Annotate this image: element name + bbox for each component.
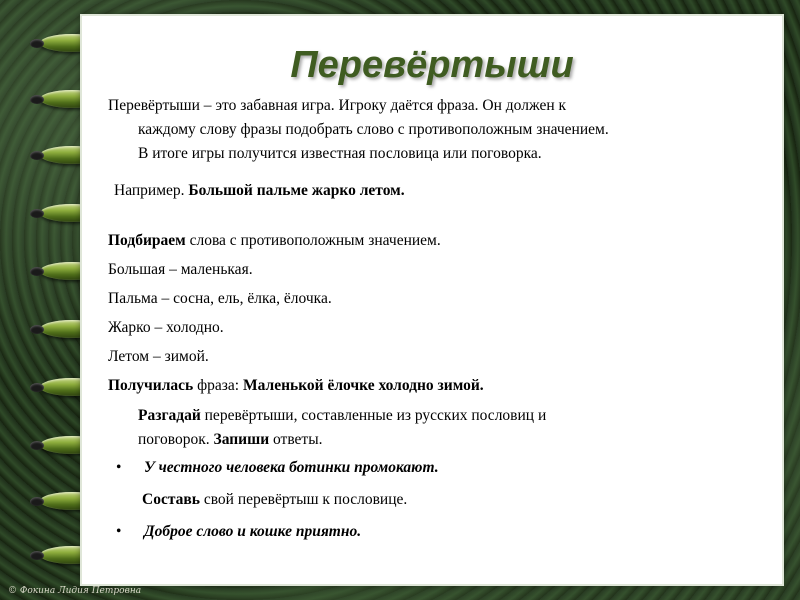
bullet-item-2 bbox=[108, 516, 768, 548]
intro-line-3: В итоге игры получится известная пословица или поговорка. bbox=[138, 145, 542, 162]
pair-line: Большая – маленькая. bbox=[108, 261, 253, 278]
pair-line: Пальма – сосна, ель, ёлка, ёлочка. bbox=[108, 290, 332, 307]
task1-rest: перевёртыши, составленные из русских пословиц и bbox=[200, 407, 547, 424]
task1-line2-post: ответы. bbox=[269, 431, 323, 448]
pair-line: Летом – зимой. bbox=[108, 348, 209, 365]
task1-line2-pre: поговорок. bbox=[138, 431, 214, 448]
task2-line bbox=[108, 484, 768, 516]
result-mid: фраза: bbox=[193, 377, 243, 394]
slide-page bbox=[82, 16, 782, 584]
task2-bold: Составь bbox=[142, 491, 200, 508]
bullet-text: У честного человека ботинки промокают. bbox=[144, 459, 439, 476]
example-prefix: Например. bbox=[114, 182, 185, 199]
pick-line bbox=[108, 226, 768, 255]
result-bold: Получилась bbox=[108, 377, 194, 394]
intro-paragraph bbox=[108, 94, 768, 166]
pick-rest: слова с противоположным значением. bbox=[185, 232, 441, 249]
bullet-dot: • bbox=[116, 459, 122, 476]
result-line bbox=[108, 371, 768, 400]
copyright-text: © Фокина Лидия Петровна bbox=[8, 586, 142, 596]
slide-content bbox=[108, 94, 768, 548]
example-phrase: Большой пальме жарко летом. bbox=[188, 182, 405, 199]
task1-bold: Разгадай bbox=[138, 407, 201, 424]
bullet-item-1 bbox=[108, 452, 768, 484]
task1-paragraph bbox=[108, 404, 768, 452]
example-line bbox=[108, 176, 768, 205]
pick-bold: Подбираем bbox=[108, 232, 186, 249]
bullet-text: Доброе слово и кошке приятно. bbox=[144, 523, 362, 540]
pair-line: Жарко – холодно. bbox=[108, 319, 224, 336]
bullet-dot: • bbox=[116, 523, 122, 540]
result-phrase: Маленькой ёлочке холодно зимой. bbox=[242, 377, 484, 394]
task1-line2-bold: Запиши bbox=[213, 431, 270, 448]
intro-line-2: каждому слову фразы подобрать слово с противоположным значением. bbox=[138, 121, 609, 138]
task2-rest: свой перевёртыш к пословице. bbox=[199, 491, 408, 508]
intro-line-1: Перевёртыши – это забавная игра. Игроку даётся фраза. Он должен к bbox=[108, 97, 567, 114]
slide-title: Перевёртыши bbox=[290, 44, 574, 86]
